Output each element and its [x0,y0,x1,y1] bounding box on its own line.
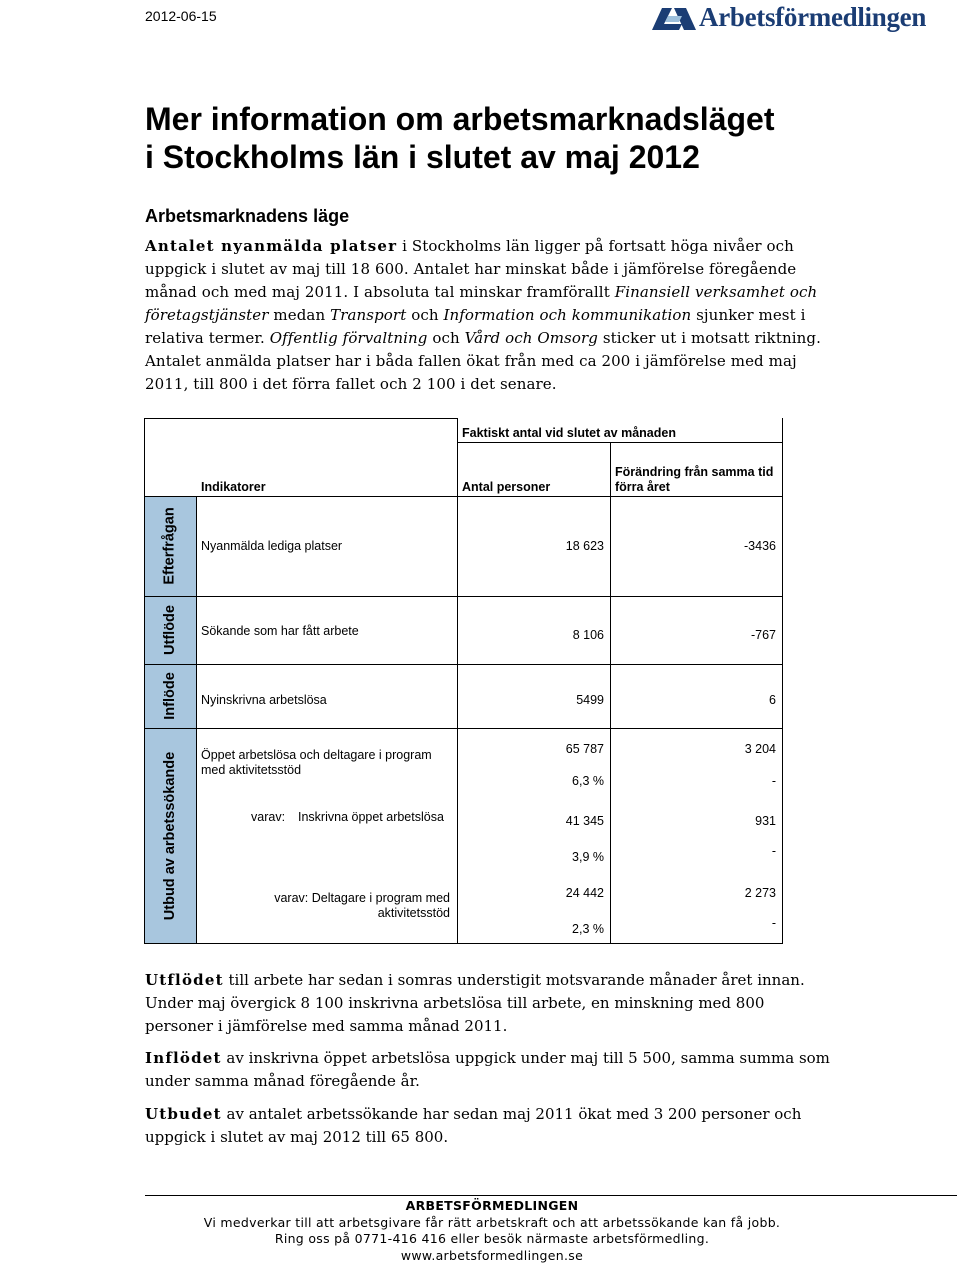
logo [652,4,926,31]
document-date: 2012-06-15 [145,8,217,24]
row-varav2-count: 24 442 [565,886,604,900]
group-inflode [144,664,197,728]
intro-text-2: medan [268,306,331,324]
row-nyinskrivna-count: 5499 [576,693,604,707]
intro-italic-1: Finansiell verksamhet och företagstjänster [145,283,818,324]
inflodet-bold: Inflödet [145,1049,222,1067]
section-heading: Arbetsmarknadens läge [145,206,350,226]
intro-italic-4: Offentlig förvaltning [269,329,428,347]
group-inflode-label: Inflöde [162,672,178,720]
header-change: Förändring från samma tid förra året [615,465,774,494]
footer-org: ARBETSFÖRMEDLINGEN [405,1198,579,1213]
title-line-2: i Stockholms län i slutet av maj 2012 [145,139,700,175]
row-sokande-count: 8 106 [572,628,604,642]
row-nyanmalda-label: Nyanmälda lediga platser [201,539,343,553]
row-nyanmalda-count: 18 623 [565,539,604,553]
footer-line-1: Vi medverkar till att arbetsgivare får rätt arbetskraft och att arbetssökande kan få jobb. [203,1214,781,1230]
group-utbud [144,728,197,944]
footer-divider [145,1195,957,1196]
row-oppet-pct: 6,3 % [572,774,604,788]
row-nyanmalda-change: -3436 [744,539,776,553]
row-oppet-count: 65 787 [565,742,604,756]
group-utflode [144,596,197,664]
row-varav1-count: 41 345 [565,814,604,828]
header-top: Faktiskt antal vid slutet av månaden [462,426,676,440]
title-line-1: Mer information om arbetsmarknadsläget [145,101,775,137]
intro-bold-lead: Antalet nyanmälda platser [145,237,398,255]
footer [145,1198,839,1264]
logo-text: Arbetsförmedlingen [699,2,927,32]
utflodet-text: till arbete har sedan i somras understigit motsvarande månader året innan. Under maj övergick 8 100 inskrivna arbetslösa till arbete, en minskning med 800 personer i jämförelse med samma månad 2011. [145,971,805,1035]
utflodet-bold: Utflödet [145,971,224,989]
row-sokande-change: -767 [750,628,776,642]
row-nyinskrivna-label: Nyinskrivna arbetslösa [201,693,327,707]
row-nyinskrivna-change: 6 [769,693,776,707]
row-varav1-change: 931 [755,814,776,828]
intro-text-6: sticker ut i motsatt riktning. Antalet anmälda platser har i båda fallen ökat från med ca 200 i jämförelse med maj 2011, till 800 i det förra fallet och 2 100 i det senare. [145,329,821,393]
footer-url[interactable]: www.arbetsformedlingen.se [400,1247,584,1263]
row-varav2-change: 2 273 [744,886,776,900]
row-oppet-change: 3 204 [744,742,776,756]
intro-italic-3: Information och kommunikation [443,306,692,324]
row-varav1-prefix: varav: [251,810,286,824]
intro-paragraph [145,235,825,396]
header-indicator: Indikatorer [201,480,266,494]
intro-text-1: i Stockholms län ligger på fortsatt höga nivåer och uppgick i slutet av maj till 18 600. Antalet har minskat både i jämförelse föregående månad och med maj 2011. I absoluta tal minskar framförallt [145,237,797,301]
group-utbud-label: Utbud av arbetssökande [162,751,179,921]
group-utflode-label: Utflöde [162,605,178,655]
row-varav2-pct: 2,3 % [572,922,604,936]
inflodet-text: av inskrivna öppet arbetslösa uppgick under maj till 5 500, samma summa som under samma månad föregående år. [145,1049,830,1090]
row-varav1-change-pct: - [771,844,776,858]
utflodet-paragraph [145,969,835,1038]
group-efterfragan [144,496,197,596]
utbudet-paragraph [145,1103,835,1149]
utbudet-text: av antalet arbetssökande har sedan maj 2011 ökat med 3 200 personer och uppgick i slutet av maj 2012 till 65 800. [145,1105,802,1146]
intro-italic-2: Transport [330,306,407,324]
row-varav2-change-pct: - [771,916,776,930]
intro-text-5: och [427,329,465,347]
logo-mark-icon [652,6,696,30]
footer-line-2: Ring oss på 0771-416 416 eller besök närmaste arbetsförmedling. [274,1231,710,1246]
row-varav1-pct: 3,9 % [572,850,604,864]
row-varav1-label: Inskrivna öppet arbetslösa [298,810,444,824]
intro-italic-5: Vård och Omsorg [464,329,598,347]
utbudet-bold: Utbudet [145,1105,222,1123]
inflodet-paragraph [145,1047,835,1093]
row-varav2-label: varav: Deltagare i program med aktivitetsstöd [274,891,450,920]
intro-text-3: och [406,306,444,324]
intro-text-4: sjunker mest i relativa termer. [145,306,806,347]
row-oppet-change-pct: - [771,774,776,788]
labour-market-table [144,418,784,944]
row-sokande-label: Sökande som har fått arbete [201,624,359,638]
header-count: Antal personer [462,480,551,494]
row-oppet-label: Öppet arbetslösa och deltagare i program med aktivitetsstöd [201,748,432,777]
page-title [145,100,905,176]
group-efterfragan-label: Efterfrågan [162,507,179,585]
